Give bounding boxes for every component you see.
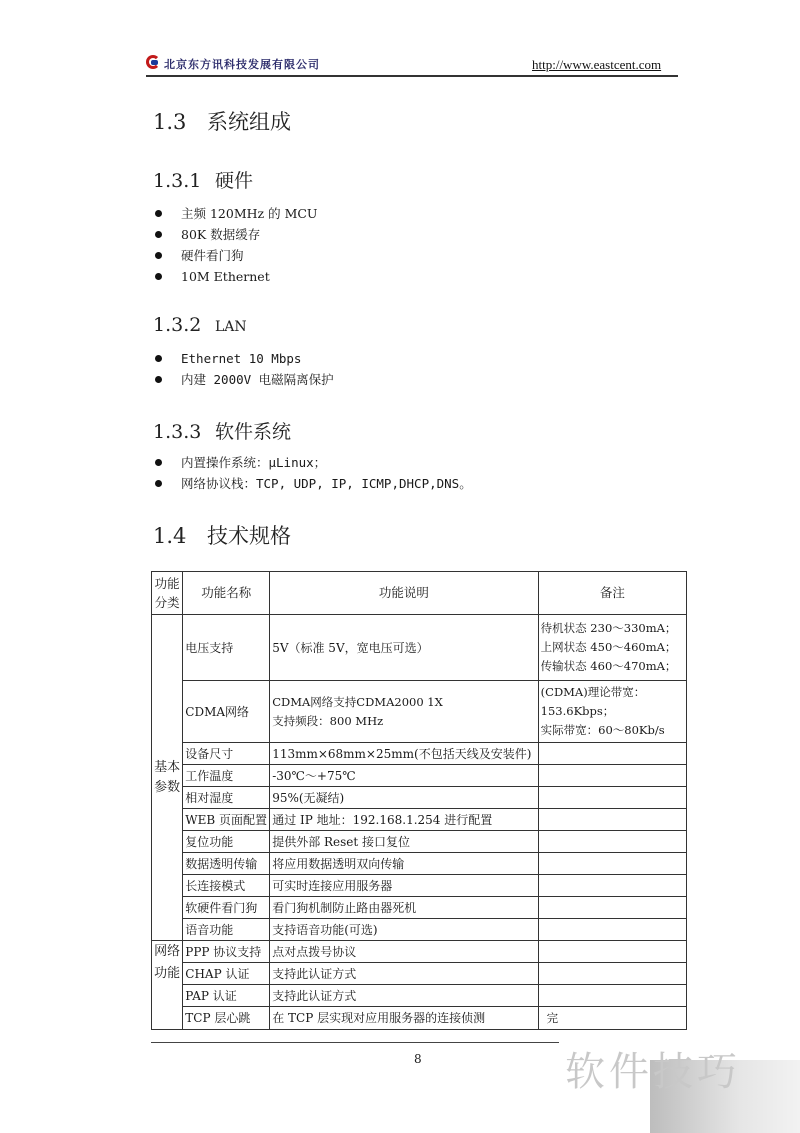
table-row: [152, 875, 687, 897]
row-note: [538, 787, 686, 809]
table-row: [152, 787, 687, 809]
row-description: CDMA网络支持CDMA2000 1X 支持频段：800 MHz: [270, 681, 538, 743]
row-note: [538, 765, 686, 787]
list-item: 内置操作系统：μLinux；: [153, 452, 472, 473]
company-name: 北京东方讯科技发展有限公司: [164, 58, 320, 71]
row-note: [538, 875, 686, 897]
row-description: 支持此认证方式: [270, 963, 538, 985]
row-note: [538, 853, 686, 875]
list-item: 网络协议栈：TCP, UDP, IP, ICMP,DHCP,DNS。: [153, 473, 472, 494]
row-description: 在 TCP 层实现对应用服务器的连接侦测: [270, 1007, 538, 1030]
category-network: 网络功能: [152, 941, 183, 1030]
row-name: WEB 页面配置: [183, 809, 270, 831]
bullet-icon: [155, 231, 162, 238]
row-description: 95%(无凝结): [270, 787, 538, 809]
row-description: 支持此认证方式: [270, 985, 538, 1007]
row-name: CHAP 认证: [183, 963, 270, 985]
header-name: 功能名称: [183, 572, 270, 615]
hardware-list: [153, 203, 317, 287]
heading-1-3: [153, 106, 291, 136]
bullet-icon: [155, 252, 162, 259]
footer-divider: [151, 1042, 559, 1043]
category-basic: 基本参数: [152, 615, 183, 941]
bullet-icon: [155, 480, 162, 487]
table-row: [152, 853, 687, 875]
section-number: 1.4: [153, 524, 187, 548]
row-name: 相对湿度: [183, 787, 270, 809]
header-note: 备注: [538, 572, 686, 615]
list-item: 硬件看门狗: [153, 245, 317, 266]
section-number: 1.3: [153, 110, 187, 134]
row-description: -30℃～+75℃: [270, 765, 538, 787]
table-row: [152, 897, 687, 919]
row-note: [538, 985, 686, 1007]
section-number: 1.3.2: [153, 314, 202, 336]
software-list: [153, 452, 472, 494]
row-name: 复位功能: [183, 831, 270, 853]
row-description: 提供外部 Reset 接口复位: [270, 831, 538, 853]
list-item: 内建 2000V 电磁隔离保护: [153, 369, 334, 390]
list-item: Ethernet 10 Mbps: [153, 348, 334, 369]
header-divider: [146, 75, 678, 77]
row-description: 将应用数据透明双向传输: [270, 853, 538, 875]
row-note: 待机状态 230～330mA； 上网状态 450～460mA； 传输状态 460～470mA；: [538, 615, 686, 681]
heading-1-3-2: [153, 314, 247, 336]
company-logo-mark: [151, 60, 158, 65]
bullet-icon: [155, 273, 162, 280]
row-note: (CDMA)理论带宽： 153.6Kbps； 实际带宽：60～80Kb/s: [538, 681, 686, 743]
header-description: 功能说明: [270, 572, 538, 615]
table-row: [152, 765, 687, 787]
row-name: 电压支持: [183, 615, 270, 681]
heading-1-3-1: [153, 166, 253, 193]
row-note: [538, 941, 686, 963]
row-description: 113mm×68mm×25mm(不包括天线及安装件): [270, 743, 538, 765]
row-note: [538, 963, 686, 985]
row-note: [538, 743, 686, 765]
row-description: 看门狗机制防止路由器死机: [270, 897, 538, 919]
watermark-text: 软件技巧: [565, 1049, 741, 1095]
row-description: 支持语音功能(可选): [270, 919, 538, 941]
list-item: 80K 数据缓存: [153, 224, 317, 245]
row-description: 点对点拨号协议: [270, 941, 538, 963]
row-note: [538, 897, 686, 919]
bullet-icon: [155, 459, 162, 466]
row-note: 完: [538, 1007, 686, 1030]
row-description: 5V（标准 5V，宽电压可选）: [270, 615, 538, 681]
table-header-row: [152, 572, 687, 615]
lan-list: [153, 348, 334, 390]
row-name: 工作温度: [183, 765, 270, 787]
row-description: 可实时连接应用服务器: [270, 875, 538, 897]
company-url-link[interactable]: http://www.eastcent.com: [532, 57, 662, 72]
bullet-icon: [155, 210, 162, 217]
header-category: 功能分类: [152, 572, 183, 615]
row-note: [538, 919, 686, 941]
row-name: 长连接模式: [183, 875, 270, 897]
bullet-icon: [155, 355, 162, 362]
section-title: 硬件: [215, 170, 254, 192]
table-row: [152, 831, 687, 853]
bullet-icon: [155, 376, 162, 383]
section-title: 系统组成: [207, 110, 291, 134]
table-row: [152, 963, 687, 985]
section-title: LAN: [215, 319, 247, 335]
table-row: [152, 809, 687, 831]
spec-table: [151, 571, 687, 1030]
heading-1-4: [153, 520, 291, 550]
table-row: [152, 681, 687, 743]
table-row: [152, 919, 687, 941]
row-name: PAP 认证: [183, 985, 270, 1007]
row-note: [538, 809, 686, 831]
table-row: [152, 1007, 687, 1030]
row-name: 设备尺寸: [183, 743, 270, 765]
row-name: 数据透明传输: [183, 853, 270, 875]
row-name: TCP 层心跳: [183, 1007, 270, 1030]
row-name: PPP 协议支持: [183, 941, 270, 963]
row-note: [538, 831, 686, 853]
table-row: [152, 615, 687, 681]
table-row: [152, 985, 687, 1007]
section-number: 1.3.1: [153, 170, 202, 192]
table-row: [152, 941, 687, 963]
row-name: 软硬件看门狗: [183, 897, 270, 919]
page-number: 8: [414, 1052, 422, 1066]
list-item: 主频 120MHz 的 MCU: [153, 203, 317, 224]
section-number: 1.3.3: [153, 421, 202, 443]
row-name: CDMA网络: [183, 681, 270, 743]
heading-1-3-3: [153, 417, 291, 444]
row-name: 语音功能: [183, 919, 270, 941]
list-item: 10M Ethernet: [153, 266, 317, 287]
row-description: 通过 IP 地址：192.168.1.254 进行配置: [270, 809, 538, 831]
section-title: 软件系统: [215, 421, 292, 443]
table-row: [152, 743, 687, 765]
section-title: 技术规格: [207, 524, 291, 548]
